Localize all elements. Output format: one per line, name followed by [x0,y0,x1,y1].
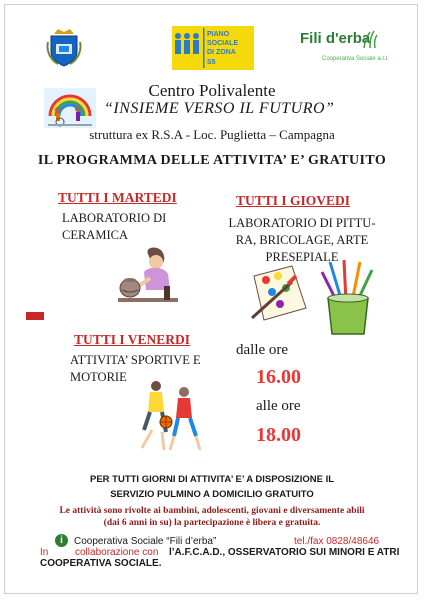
fili-derba-logo-subtitle: Cooperativa Sociale a.r.l. [322,56,389,62]
from-hour-value: 16.00 [256,366,301,388]
thursday-activity-line-3: PRESEPIALE [265,250,339,264]
thursday-heading: TUTTI I GIOVEDI [236,193,351,208]
grass-icon [362,30,378,48]
program-free-heading: IL PROGRAMMA DELLE ATTIVITA’ E’ GRATUITO [37,153,387,168]
paint-palette-icon [248,262,312,324]
cooperative-name: Cooperativa Sociale “Fili d’erba” [74,536,217,547]
rainbow-children-logo-icon [44,88,96,128]
friday-heading: TUTTI I VENERDI [74,332,191,347]
ceramics-illustration-icon [114,244,184,310]
shuttle-notice-line-1: PER TUTTI GIORNI DI ATTIVITA’ E’ A DISPOSIZIONE IL [89,474,335,485]
from-hour-label: dalle ore [236,342,289,358]
piano-line-1: PIANO [207,31,230,38]
thursday-activity-line-1: LABORATORIO DI PITTU- [228,216,376,230]
friday-activity-line-1: ATTIVITA’ SPORTIVE E [70,353,201,367]
location-line: struttura ex R.S.A - Loc. Puglietta – Campagna [89,127,335,142]
fili-derba-logo-title: Fili d'erba [300,30,371,47]
piano-sociale-logo-icon [172,26,254,70]
audience-notice [0,505,424,529]
collaboration-in: In [40,547,49,558]
piano-line-3: DI ZONA [207,49,236,56]
center-name: Centro Polivalente [148,81,276,100]
brushes-cup-icon [316,258,380,338]
tuesday-heading: TUTTI I MARTEDI [58,190,177,205]
tuesday-activity-line-2: CERAMICA [62,228,128,242]
phone-fax: tel./fax 0828/48646 [294,536,380,547]
motto: “INSIEME VERSO IL FUTURO” [104,100,335,117]
audience-notice-line-2: (dai 6 anni in su) la partecipazione è libera e gratuita. [103,518,321,528]
friday-activity-line-2: MOTORIE [70,370,127,384]
shuttle-notice-line-2: SERVIZIO PULMINO A DOMICILIO GRATUITO [110,489,314,500]
shuttle-service-notice [0,472,424,502]
decorative-red-mark [26,312,44,320]
to-hour-label: alle ore [256,398,301,414]
collaboration-partners: l’A.F.C.A.D., OSSERVATORIO SUI MINORI E ATRI [169,547,400,558]
thursday-activity-line-2: RA, BRICOLAGE, ARTE [235,233,369,247]
piano-line-4: S5 [207,59,216,66]
info-icon: i [55,534,68,547]
basketball-players-icon [134,378,210,452]
tuesday-activity-line-1: LABORATORIO DI [62,211,167,225]
collaboration-label: collaborazione con [75,547,159,558]
municipal-crest-icon [44,26,84,68]
piano-line-2: SOCIALE [207,40,239,47]
to-hour-value: 18.00 [256,424,301,446]
tuesday-activity [62,210,172,244]
audience-notice-line-1: Le attività sono rivolte ai bambini, adolescenti, giovani e diversamente abili [59,506,365,516]
cooperative-sociale: COOPERATIVA SOCIALE. [40,558,162,569]
